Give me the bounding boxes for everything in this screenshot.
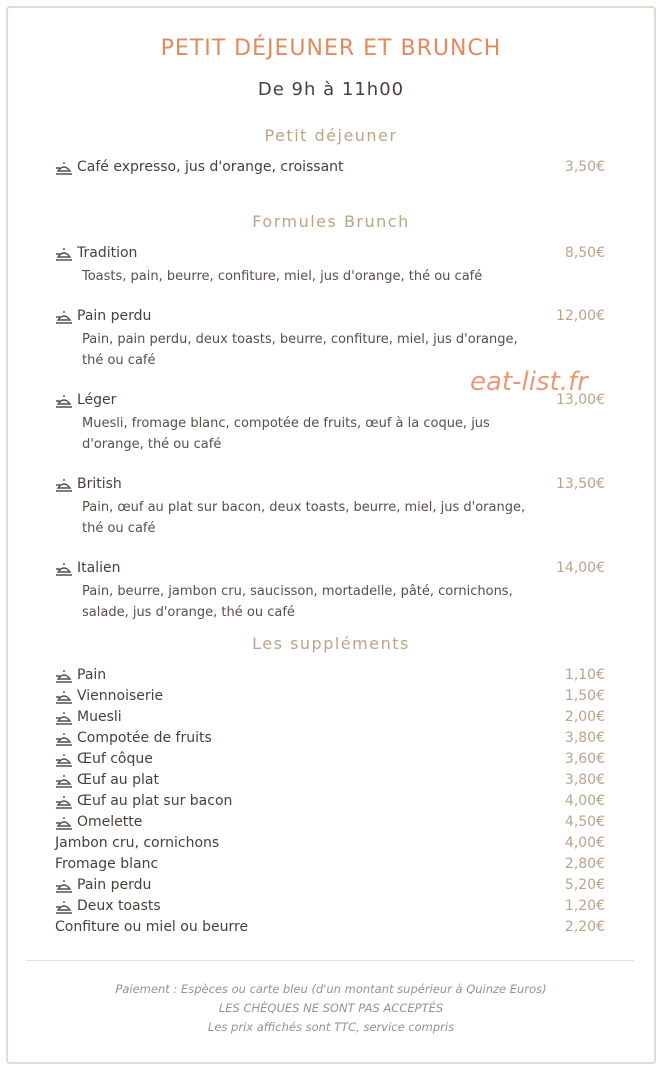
supplement-item	[55, 793, 605, 814]
item-price: 13,50€	[556, 476, 605, 492]
item-name: Omelette	[77, 814, 143, 830]
item-price: 2,00€	[564, 709, 605, 725]
item-name: Léger	[77, 392, 117, 408]
item-name: Italien	[77, 560, 121, 576]
supplement-item	[55, 688, 605, 709]
item-name: Tradition	[77, 245, 138, 261]
vegetarian-dish-icon	[55, 690, 77, 706]
vegetarian-dish-icon	[55, 310, 77, 326]
supplement-item	[55, 814, 605, 835]
section-formules-brunch: Formules Brunch	[252, 212, 410, 231]
footer-ttc: Les prix affichés sont TTC, service compris	[207, 1020, 455, 1034]
supplement-item	[55, 709, 605, 730]
item-price: 3,80€	[564, 730, 605, 746]
item-description: Pain, beurre, jambon cru, saucisson, mortadelle, pâté, cornichons, salade, jus d'orange, thé ou café	[82, 584, 513, 620]
footer-cheques: LES CHÈQUES NE SONT PAS ACCEPTÉS	[218, 1001, 444, 1015]
item-name: Œuf au plat	[77, 772, 159, 788]
menu-item	[55, 159, 605, 180]
footer-payment: Paiement : Espèces ou carte bleu (d'un montant supérieur à Quinze Euros)	[115, 982, 547, 996]
footer-divider	[26, 960, 634, 961]
vegetarian-dish-icon	[55, 753, 77, 769]
item-price: 1,10€	[564, 667, 605, 683]
item-name: Pain perdu	[77, 308, 152, 324]
item-price: 5,20€	[564, 877, 605, 893]
item-name: Viennoiserie	[77, 688, 164, 704]
vegetarian-dish-icon	[55, 816, 77, 832]
item-name: Jambon cru, cornichons	[55, 835, 220, 851]
item-price: 4,00€	[564, 793, 605, 809]
item-name: Compotée de fruits	[77, 730, 212, 746]
item-price: 1,50€	[564, 688, 605, 704]
item-price: 3,80€	[564, 772, 605, 788]
supplement-item	[55, 667, 605, 688]
vegetarian-dish-icon	[55, 732, 77, 748]
vegetarian-dish-icon	[55, 247, 77, 263]
item-price: 12,00€	[556, 308, 605, 324]
supplement-item	[55, 919, 605, 940]
item-name: Confiture ou miel ou beurre	[55, 919, 249, 935]
item-name: Œuf côque	[77, 751, 153, 767]
vegetarian-dish-icon	[55, 711, 77, 727]
supplement-item	[55, 898, 605, 919]
supplement-item	[55, 856, 605, 877]
supplement-item	[55, 772, 605, 793]
vegetarian-dish-icon	[55, 774, 77, 790]
supplement-item	[55, 877, 605, 898]
item-price: 1,20€	[564, 898, 605, 914]
page-title: PETIT DÉJEUNER ET BRUNCH	[160, 36, 502, 61]
vegetarian-dish-icon	[55, 161, 77, 177]
item-name: Deux toasts	[77, 898, 161, 914]
vegetarian-dish-icon	[55, 795, 77, 811]
item-description: Pain, pain perdu, deux toasts, beurre, confiture, miel, jus d'orange, thé ou café	[82, 332, 518, 368]
item-price: 4,00€	[564, 835, 605, 851]
item-name: Café expresso, jus d'orange, croissant	[77, 159, 344, 175]
item-price: 3,50€	[564, 159, 605, 175]
hours-subtitle: De 9h à 11h00	[257, 79, 405, 100]
item-name: Muesli	[77, 709, 122, 725]
item-name: British	[77, 476, 122, 492]
item-price: 14,00€	[556, 560, 605, 576]
supplement-item	[55, 751, 605, 772]
item-price: 2,80€	[564, 856, 605, 872]
section-supplements: Les suppléments	[252, 634, 410, 653]
vegetarian-dish-icon	[55, 669, 77, 685]
watermark: eat-list.fr	[470, 367, 588, 397]
menu-item	[55, 308, 605, 371]
item-description: Muesli, fromage blanc, compotée de fruits, œuf à la coque, jus d'orange, thé ou café	[82, 416, 490, 452]
supplement-item	[55, 730, 605, 751]
item-price: 3,60€	[564, 751, 605, 767]
item-price: 8,50€	[564, 245, 605, 261]
menu-item	[55, 476, 605, 539]
vegetarian-dish-icon	[55, 394, 77, 410]
item-name: Pain perdu	[77, 877, 152, 893]
menu-item	[55, 560, 605, 623]
item-name: Œuf au plat sur bacon	[77, 793, 233, 809]
item-description: Pain, œuf au plat sur bacon, deux toasts, beurre, miel, jus d'orange, thé ou café	[82, 500, 526, 536]
vegetarian-dish-icon	[55, 900, 77, 916]
vegetarian-dish-icon	[55, 879, 77, 895]
item-name: Fromage blanc	[55, 856, 159, 872]
item-price: 13,00€	[556, 392, 605, 408]
item-description: Toasts, pain, beurre, confiture, miel, jus d'orange, thé ou café	[82, 269, 483, 284]
vegetarian-dish-icon	[55, 562, 77, 578]
item-name: Pain	[77, 667, 107, 683]
item-price: 4,50€	[564, 814, 605, 830]
menu-item	[55, 245, 605, 287]
vegetarian-dish-icon	[55, 478, 77, 494]
supplement-item	[55, 835, 605, 856]
section-petit-dejeuner: Petit déjeuner	[264, 126, 398, 145]
menu-item	[55, 392, 605, 455]
item-price: 2,20€	[564, 919, 605, 935]
